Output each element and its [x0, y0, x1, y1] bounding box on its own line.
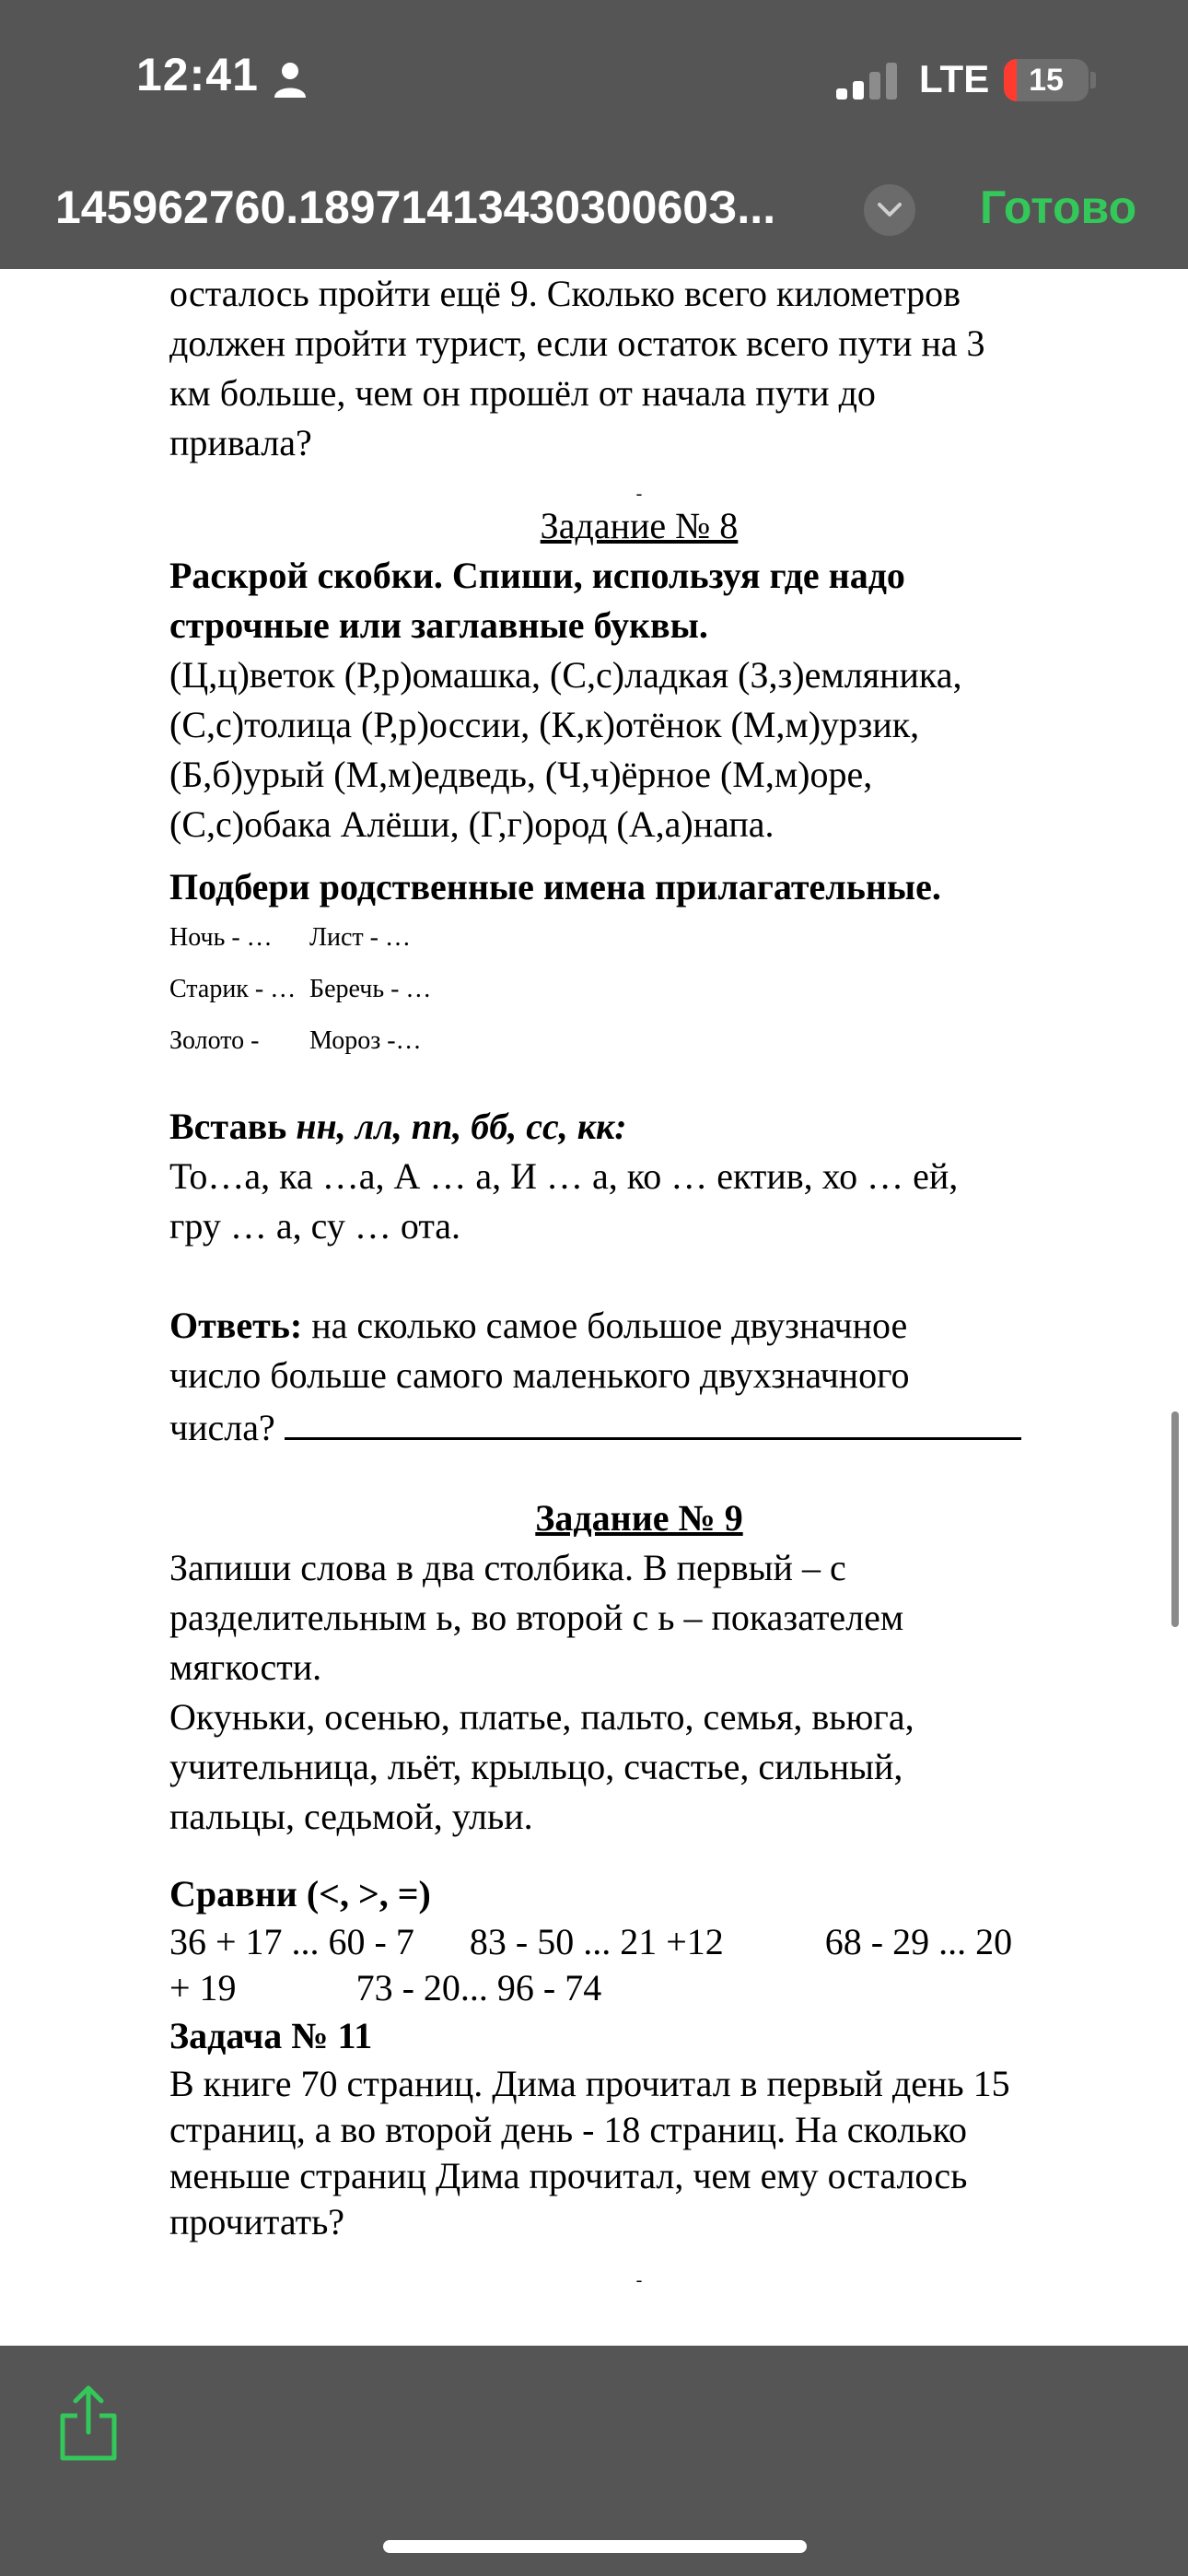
- answer-line2: число больше самого маленького двухзначного: [169, 1354, 910, 1396]
- network-label: LTE: [919, 57, 990, 100]
- task9-line: мягкости.: [169, 1646, 322, 1688]
- task9-line: Запиши слова в два столбика. В первый – с: [169, 1547, 846, 1588]
- share-icon[interactable]: [55, 2384, 122, 2462]
- adjectives-grid: [169, 912, 1109, 1067]
- insert-line: гру … а, су … ота.: [169, 1205, 461, 1247]
- intro-line: должен пройти турист, если остаток всего пути на 3: [169, 322, 985, 364]
- battery-cap: [1090, 72, 1096, 88]
- insert-heading: [169, 1102, 1109, 1152]
- task8-text-line: (С,с)обака Алёши, (Г,г)ород (А,а)напа.: [169, 803, 775, 845]
- answer-line1: [169, 1301, 1109, 1351]
- answer-text: на сколько самое большое двузначное: [311, 1305, 908, 1346]
- task9-line: пальцы, седьмой, ульи.: [169, 1796, 533, 1837]
- task11-line: В книге 70 страниц. Дима прочитал в первый день 15: [169, 2063, 1010, 2104]
- compare-line: [169, 1965, 1109, 2011]
- task8-instruction: строчные или заглавные буквы.: [169, 604, 708, 646]
- battery-icon: [1004, 59, 1089, 101]
- insert-letters: нн, лл, пп, бб, сс, кк:: [296, 1106, 627, 1147]
- word-item: Золото -: [169, 1026, 260, 1055]
- task11-line: меньше страниц Дима прочитал, чем ему осталось: [169, 2155, 968, 2196]
- document-page: [169, 269, 1109, 2346]
- word-item: Старик - …: [169, 975, 297, 1003]
- word-item: Ночь - …: [169, 923, 273, 952]
- answer-line3: [169, 1400, 1109, 1453]
- insert-line: То…а, ка …а, А … а, И … а, ко … ектив, хо … ей,: [169, 1155, 959, 1197]
- insert-label: Вставь: [169, 1106, 287, 1147]
- task11-heading: Задача № 11: [169, 2015, 373, 2056]
- word-item: Лист - …: [309, 923, 411, 952]
- intro-line: осталось пройти ещё 9. Сколько всего километров: [169, 273, 961, 314]
- compare-item: 83 - 50 ... 21 +12: [469, 1921, 724, 1962]
- compare-line: [169, 1919, 1109, 1965]
- task8-heading: [169, 501, 1109, 551]
- task9-heading: [169, 1493, 1109, 1543]
- compare-item: 73 - 20... 96 - 74: [355, 1967, 602, 2008]
- answer-blank: [285, 1400, 1021, 1440]
- compare-item: 68 - 29 ... 20: [824, 1921, 1013, 1962]
- task9-line: Окуньки, осенью, платье, пальто, семья, вьюга,: [169, 1696, 914, 1738]
- dash-mark: -: [635, 2270, 643, 2290]
- task11-line: страниц, а во второй день - 18 страниц. На сколько: [169, 2109, 967, 2150]
- scroll-indicator[interactable]: [1171, 1411, 1179, 1627]
- task9-heading-text: Задание № 9: [535, 1497, 743, 1539]
- word-item: Мороз -…: [309, 1026, 422, 1055]
- intro-line: км больше, чем он прошёл от начала пути до: [169, 372, 876, 414]
- chevron-down-icon: [877, 199, 903, 221]
- task9-line: учительница, льёт, крыльцо, счастье, сильный,: [169, 1746, 903, 1787]
- person-icon: [273, 61, 308, 98]
- battery-percent: 15: [1029, 63, 1064, 98]
- compare-item: 36 + 17 ... 60 - 7: [169, 1921, 414, 1962]
- signal-icon: [836, 63, 903, 100]
- document-title[interactable]: 145962760.1897141343030060З...: [55, 181, 776, 233]
- task8-text-line: (Б,б)урый (М,м)едведь, (Ч,ч)ёрное (М,м)оре,: [169, 754, 873, 795]
- task11-line: прочитать?: [169, 2201, 345, 2242]
- done-button[interactable]: Готово: [980, 181, 1137, 233]
- home-indicator[interactable]: [383, 2540, 807, 2553]
- task8-heading-text: Задание № 8: [540, 505, 739, 546]
- intro-line: привала?: [169, 422, 312, 463]
- answer-label: Ответь:: [169, 1305, 303, 1346]
- top-bar: [0, 0, 1188, 269]
- compare-heading: Сравни (<, >, =): [169, 1873, 431, 1914]
- compare-item: + 19: [169, 1967, 237, 2008]
- task8-text-line: (С,с)толица (Р,р)оссии, (К,к)отёнок (М,м)урзик,: [169, 704, 920, 745]
- title-menu-button[interactable]: [864, 184, 915, 236]
- adjectives-heading: Подбери родственные имена прилагательные.: [169, 866, 941, 907]
- dash-mark: -: [635, 484, 643, 504]
- status-time: 12:41: [136, 49, 259, 100]
- task9-line: разделительным ь, во второй с ь – показателем: [169, 1597, 904, 1638]
- answer-text: числа?: [169, 1407, 275, 1448]
- word-item: Беречь - …: [309, 975, 432, 1003]
- task8-instruction: Раскрой скобки. Спиши, используя где надо: [169, 555, 905, 596]
- task8-text-line: (Ц,ц)веток (Р,р)омашка, (С,с)ладкая (З,з)емляника,: [169, 654, 962, 696]
